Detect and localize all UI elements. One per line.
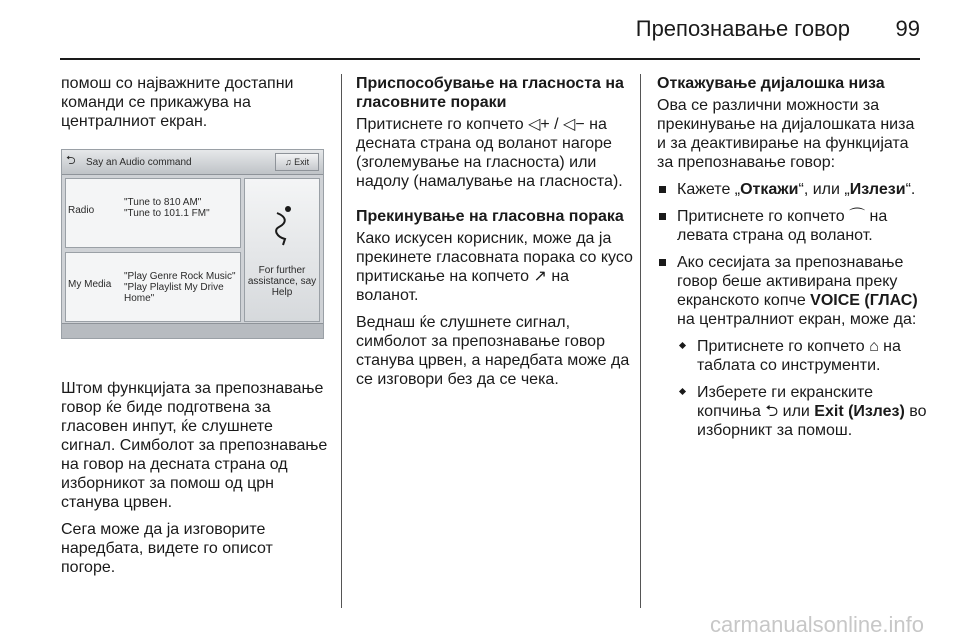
list-item (677, 337, 927, 375)
item-text: Изберете ги екранските копчиња (697, 384, 874, 420)
volume-paragraph (356, 115, 634, 191)
watermark: carmanualsonline.info (709, 612, 924, 637)
speak-paragraph: Сега може да ја изговорите наредбата, видете го описот погоре. (61, 521, 273, 576)
sub-options-list (677, 337, 927, 440)
list-item (677, 383, 927, 440)
voice-button-icon: ↗ (533, 268, 547, 285)
screen-top-bar (62, 150, 323, 175)
volume-text-a: Притиснете го копчето (356, 116, 529, 133)
screen-media-cmd-1: "Play Genre Rock Music" (124, 271, 236, 282)
screen-radio-commands (124, 197, 242, 219)
interrupt-text-b: на воланот. (356, 268, 570, 304)
item-text: Притиснете го копчето (677, 208, 850, 225)
volume-up-down-icon: ◁+ / ◁− (528, 116, 585, 133)
item-text: на таблата со инструменти. (697, 338, 901, 374)
item-text: на левата страна од воланот. (677, 208, 888, 244)
cancel-heading: Откажување дијалошка низа (657, 75, 885, 92)
cancel-options-list (657, 180, 927, 440)
screen-media-cmd-2: "Play Playlist My Drive Home" (124, 282, 224, 304)
screen-exit-button (275, 153, 319, 171)
interrupt-heading: Прекинување на гласовна порака (356, 208, 624, 225)
item-text: Ако сесијата за препознавање говор беше активирана преку екранското копче (677, 254, 904, 309)
signal-paragraph: Веднаш ќе слушнете сигнал, симболот за препознавање говор станува црвен, а наредбата може да се изговори без да се чека. (356, 314, 630, 388)
exit-button-label: Exit (Излез) (814, 403, 905, 420)
column-3 (657, 74, 927, 448)
screen-help-panel (244, 178, 320, 322)
item-text: или (778, 403, 815, 420)
header-rule (60, 58, 920, 60)
interrupt-paragraph (356, 229, 634, 305)
screen-media-commands (124, 271, 242, 304)
volume-heading: Приспособување на гласноста на гласовните пораки (356, 75, 624, 111)
screen-radio-cmd-1: "Tune to 810 AM" (124, 197, 202, 208)
item-text: “. (905, 181, 916, 198)
back-icon: ⮌ (66, 153, 76, 167)
screen-exit-label: Exit (294, 157, 310, 167)
list-item (657, 253, 927, 440)
intro-paragraph: помош со најважните достапни команди се прикажува на централниот екран. (61, 75, 294, 130)
screen-radio-panel (65, 178, 241, 248)
voice-button-label: VOICE (ГЛАС) (810, 292, 918, 309)
home-screen-icon: ⌂ (869, 338, 879, 355)
item-text: Притиснете го копчето (697, 338, 870, 355)
screen-help-text: For further assistance, say Help (247, 265, 317, 298)
back-arrow-icon: ⮌ (765, 403, 779, 420)
column-1 (61, 74, 329, 585)
page-title: Препознавање говор (635, 16, 850, 41)
column-2 (356, 74, 634, 397)
cancel-intro: Ова се различни можности за прекинување на дијалошката низа и за деактивирање на функцијата за препознавање говор: (657, 97, 915, 171)
column-divider-1 (341, 74, 342, 608)
screen-radio-label: Radio (68, 205, 95, 216)
volume-text-b: на десната страна од воланот нагоре (зголемување на гласноста) или надолу (намалување на гласноста). (356, 116, 623, 190)
speech-recognition-icon (271, 205, 295, 247)
end-call-icon: ⌒ (849, 208, 866, 225)
screen-radio-cmd-2: "Tune to 101.1 FM" (124, 208, 210, 219)
item-text: Кажете „ (677, 181, 741, 198)
list-item (657, 180, 927, 199)
screen-media-panel (65, 252, 241, 322)
voice-help-screen-figure (61, 149, 324, 339)
item-text: “, или „ (798, 181, 850, 198)
ready-paragraph: Штом функцијата за препознавање говор ќе биде подготвена за гласовен инпут, ќе слушнете сигнал. Симболот за препознавање на говор на десната страна од изборникот за помош од црн станува црвен. (61, 380, 328, 511)
cancel-word: Откажи (740, 181, 799, 198)
screen-bottom-bar (62, 323, 323, 338)
list-item (657, 207, 927, 245)
item-text: на централниот екран, може да: (677, 311, 917, 328)
page-header (0, 0, 960, 60)
screen-title: Say an Audio command (86, 157, 192, 168)
item-text: во изборникт за помош. (697, 403, 927, 439)
column-divider-2 (640, 74, 641, 608)
exit-word: Излези (849, 181, 906, 198)
music-note-icon: ♫ (284, 157, 292, 167)
interrupt-text-a: Како искусен корисник, може да ја прекинете гласовната порака со кусо притискање на копчето (356, 230, 633, 285)
page-number: 99 (895, 16, 920, 41)
screen-media-label: My Media (68, 279, 112, 290)
